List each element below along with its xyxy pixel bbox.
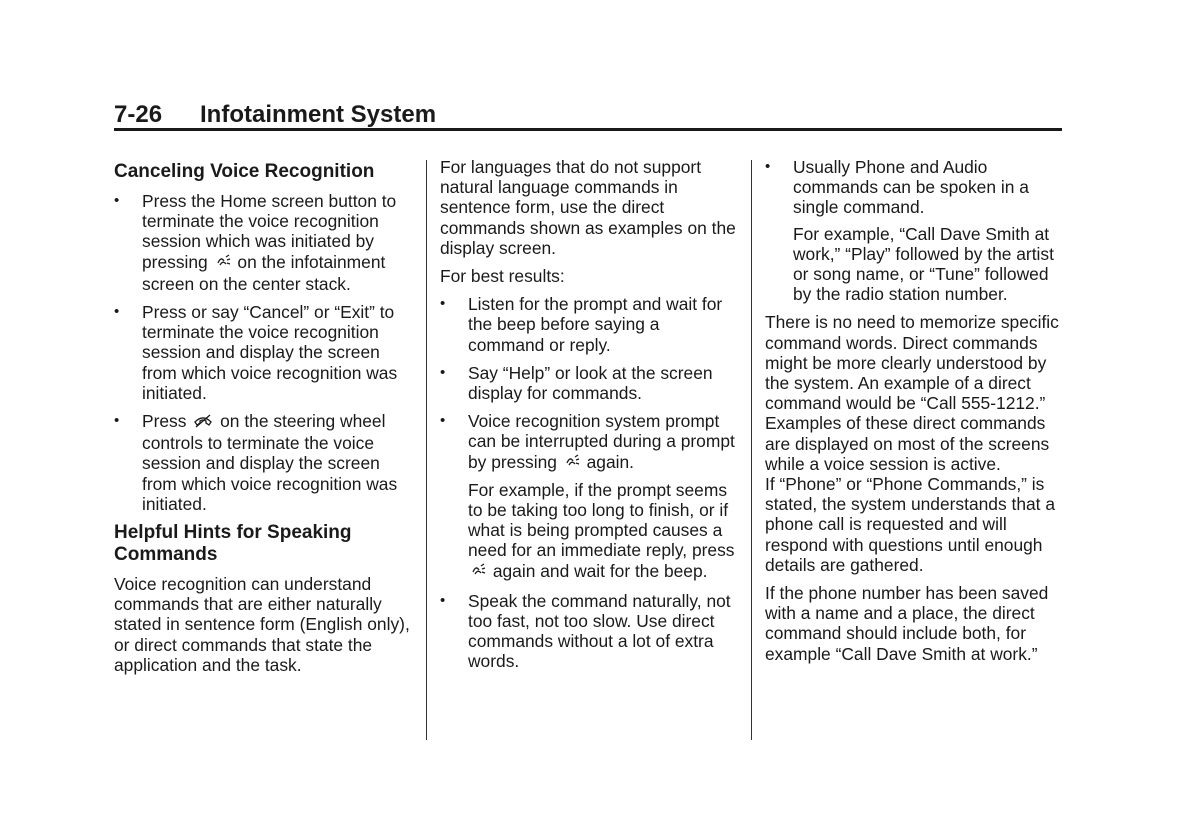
column-1 [114,157,418,683]
paragraph: Voice recognition can understand commands that are either naturally stated in sentence form (English only), or direct commands that state the application and the task. [114,574,410,675]
list-item-note [468,480,738,583]
heading-canceling-voice-recognition: Canceling Voice Recognition [114,161,375,182]
paragraph: There is no need to memorize specific command words. Direct commands might be more clearly understood by the system. An example of a direct command would be “Call 555-1212.” Examples of these direct commands are displayed on most of the screens while a voice session is active. [765,312,1059,474]
list-item [114,411,418,514]
voice-recognition-icon [470,563,486,583]
column-3 [765,157,1065,672]
page-number: 7-26 [114,101,163,128]
list-item-text: on the steering wheel controls to terminate the voice session and display the screen from which voice recognition was initiated. [142,411,398,514]
list-item-note-text: again and wait for the beep. [492,560,708,581]
voice-recognition-icon [564,454,580,474]
voice-recognition-icon [215,254,231,274]
page-header [114,98,1062,131]
column-2 [440,157,738,680]
list-item: • Press or say “Cancel” or “Exit” to terminate the voice recognition session and display the screen from which voice recognition was initiated. [114,302,418,403]
cancel-list [114,191,418,514]
paragraph: For languages that do not support natural language commands in sentence form, use the direct commands shown as examples on the display screen. [440,157,736,258]
list-item [114,191,418,294]
command-list [765,157,1065,304]
list-item-text: Press the Home screen button to terminate the voice recognition session which was initiated by pressing [142,191,397,272]
column-divider-1 [426,160,427,740]
section-title: Infotainment System [200,101,437,128]
list-item [765,157,1065,304]
list-item-text: Press [142,411,187,432]
list-item: • Listen for the prompt and wait for the beep before saying a command or reply. [440,294,738,355]
column-divider-2 [751,160,752,740]
paragraph: If “Phone” or “Phone Commands,” is stated, the system understands that a phone call is requested and will respond with questions until enough details are gathered. [765,474,1056,575]
end-call-icon [193,413,213,433]
list-item-text: on the infotainment screen on the center stack. [142,251,386,294]
list-item-note-text: For example, if the prompt seems to be taking too long to finish, or if what is being prompted causes a need for an immediate reply, press [468,479,735,561]
list-item-text: Usually Phone and Audio commands can be spoken in a single command. [793,157,1029,218]
list-item-text: again. [586,451,635,472]
heading-helpful-hints: Helpful Hints for Speaking Commands [114,522,352,566]
list-item: • Speak the command naturally, not too fast, not too slow. Use direct commands without a lot of extra words. [440,591,738,672]
best-results-list [440,294,738,671]
list-item [440,411,738,583]
list-item-text: Voice recognition system prompt can be interrupted during a prompt by pressing [468,411,735,472]
paragraph: If the phone number has been saved with a name and a place, the direct command should include both, for example “Call Dave Smith at work.” [765,583,1049,664]
list-item-note: For example, “Call Dave Smith at work,” “Play” followed by the artist or song name, or “Tune” followed by the radio station number. [793,223,1054,305]
list-item: • Say “Help” or look at the screen display for commands. [440,363,738,403]
paragraph: For best results: [440,266,565,287]
